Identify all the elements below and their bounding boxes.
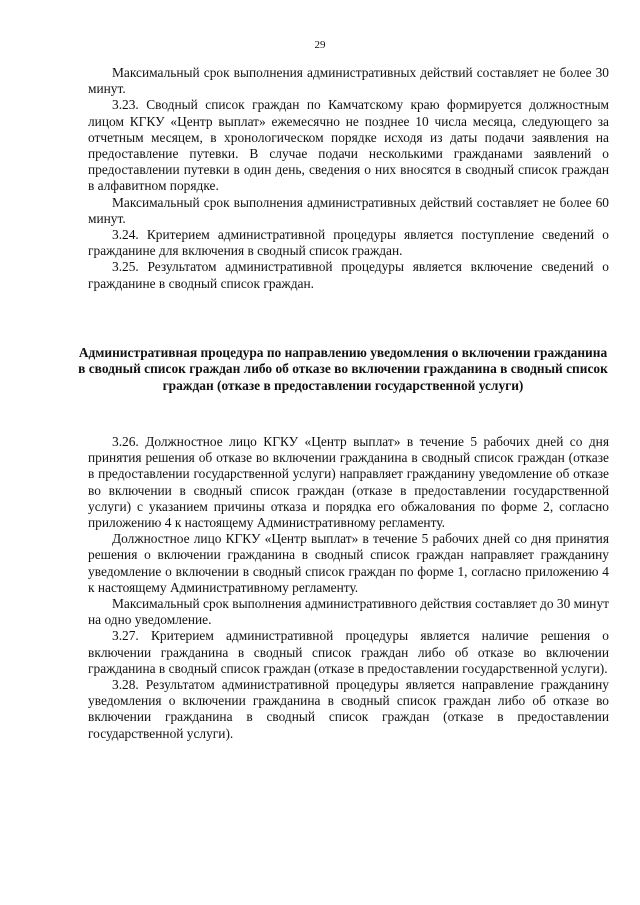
paragraph: Максимальный срок выполнения административного действия составляет до 30 минут на одно уведомление. bbox=[88, 596, 609, 628]
paragraph: Должностное лицо КГКУ «Центр выплат» в течение 5 рабочих дней со дня принятия решения о включении гражданина в сводный список граждан направляет гражданину уведомление о включении в сводный список граждан по форме 1, согласно приложению 4 к настоящему Административному регламенту. bbox=[88, 531, 609, 595]
paragraph: 3.28. Результатом административной процедуры является направление гражданину уведомления о включении гражданина в сводный список граждан либо об отказе во включении гражданина в сводный список граждан (отказе в предоставлении государственной услуги). bbox=[88, 677, 609, 741]
paragraph: 3.27. Критерием административной процедуры является наличие решения о включении гражданина в сводный список граждан либо об отказе во включении гражданина в сводный список граждан (отказе в предоставлении государственной услуги). bbox=[88, 628, 609, 676]
paragraph: 3.25. Результатом административной процедуры является включение сведений о гражданине в сводный список граждан. bbox=[88, 259, 609, 291]
paragraph: 3.24. Критерием административной процедуры является поступление сведений о гражданине для включения в сводный список граждан. bbox=[88, 227, 609, 259]
paragraph: 3.23. Сводный список граждан по Камчатскому краю формируется должностным лицом КГКУ «Центр выплат» ежемесячно не позднее 10 числа месяца, следующего за отчетным месяцем, в хронологическом порядке исходя из даты подачи заявления на предоставление путевки. В случае подачи несколькими гражданами заявлений о предоставлении путевки в один день, сведения о них вносятся в сводный список граждан в алфавитном порядке. bbox=[88, 97, 609, 194]
paragraph: Максимальный срок выполнения административных действий составляет не более 60 минут. bbox=[88, 194, 609, 226]
section-body-a bbox=[88, 65, 609, 292]
section-heading: Административная процедура по направлению уведомления о включении гражданина в сводный список граждан либо об отказе во включении гражданина в сводный список граждан (отказе в предоставлении государственной услуги) bbox=[78, 345, 608, 393]
paragraph: 3.26. Должностное лицо КГКУ «Центр выплат» в течение 5 рабочих дней со дня принятия решения об отказе во включении гражданина в сводный список граждан (отказе в предоставлении государственной услуги) направляет гражданину уведомление об отказе во включении в сводный список граждан (отказе в предоставлении государственной услуги) с указанием причины отказа и порядка его обжалования по форме 2, согласно приложению 4 к настоящему Административному регламенту. bbox=[88, 434, 609, 531]
page-number: 29 bbox=[314, 39, 326, 51]
section-body-b bbox=[88, 434, 609, 742]
paragraph: Максимальный срок выполнения административных действий составляет не более 30 минут. bbox=[88, 65, 609, 97]
